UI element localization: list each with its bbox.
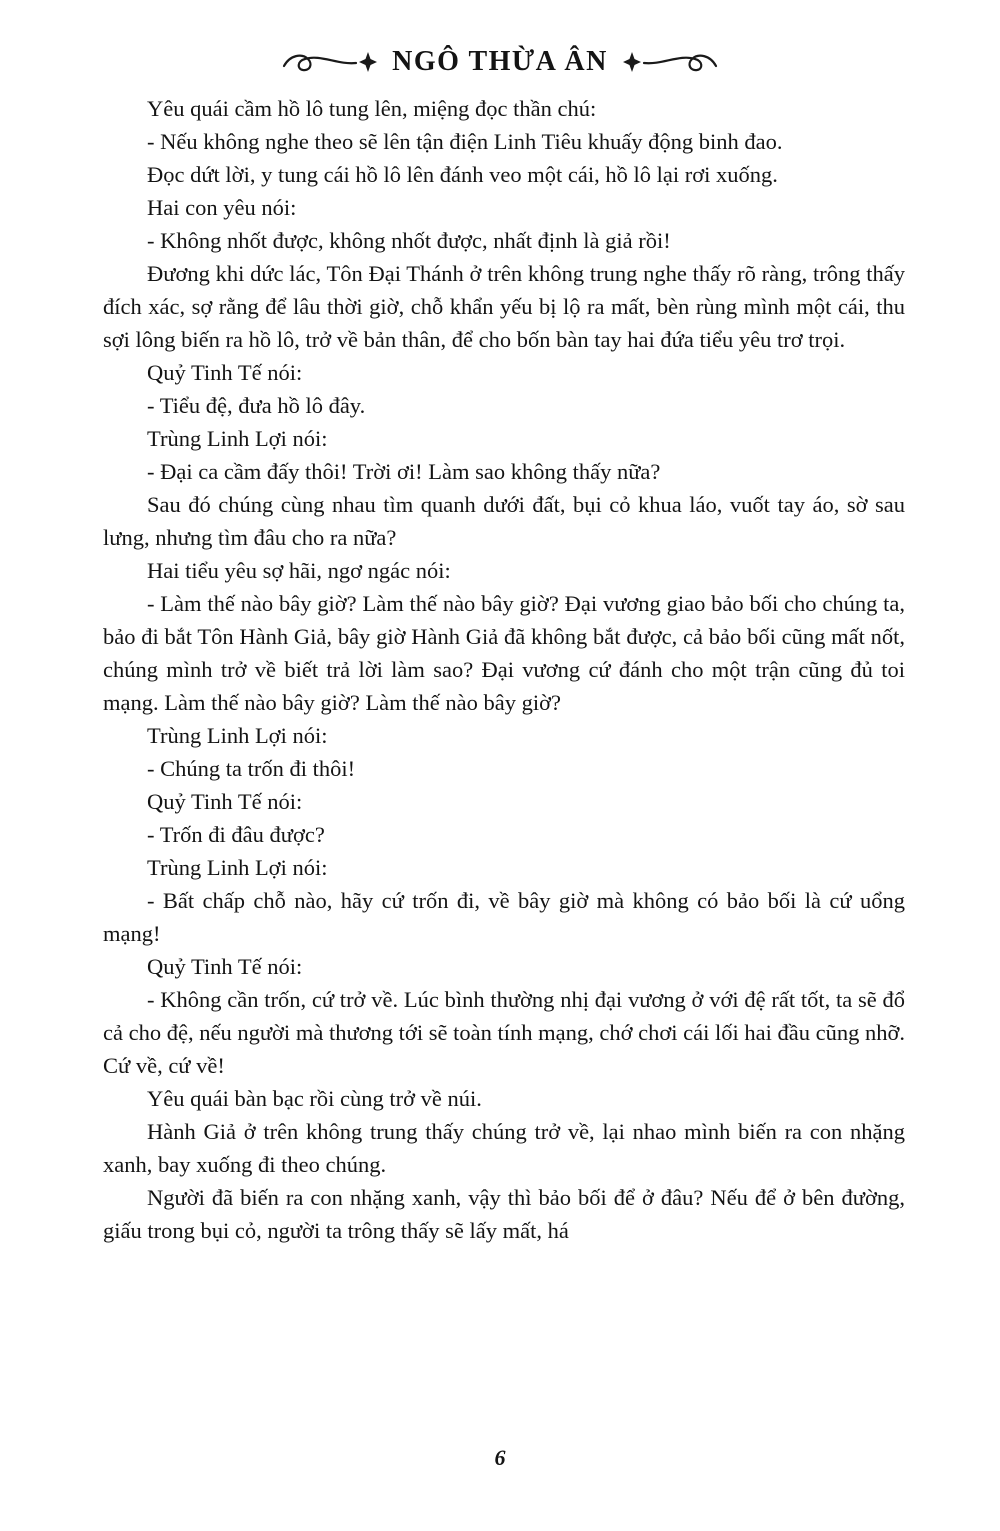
paragraph: - Tiểu đệ, đưa hồ lô đây. bbox=[147, 393, 366, 418]
flourish-right-icon bbox=[622, 49, 718, 75]
body-text bbox=[103, 92, 905, 1247]
author-title: NGÔ THỪA ÂN bbox=[392, 46, 608, 77]
paragraph: - Bất chấp chỗ nào, hãy cứ trốn đi, về bây giờ mà không có bảo bối là cứ uổng mạng! bbox=[103, 888, 905, 946]
paragraph: - Không nhốt được, không nhốt được, nhất định là giả rồi! bbox=[147, 228, 671, 253]
paragraph: Đọc dứt lời, y tung cái hồ lô lên đánh veo một cái, hồ lô lại rơi xuống. bbox=[147, 162, 778, 187]
paragraph: - Trốn đi đâu được? bbox=[147, 822, 325, 847]
paragraph: Quỷ Tinh Tế nói: bbox=[147, 954, 303, 979]
paragraph: Yêu quái cầm hồ lô tung lên, miệng đọc thần chú: bbox=[147, 96, 597, 121]
paragraph: - Làm thế nào bây giờ? Làm thế nào bây giờ? Đại vương giao bảo bối cho chúng ta, bảo đi bắt Tôn Hành Giả, bây giờ Hành Giả đã không bắt được, cả bảo bối cũng mất nốt, chúng mình trở về biết trả lời làm sao? Đại vương cứ đánh cho một trận cũng đủ toi mạng. Làm thế nào bây giờ? Làm thế nào bây giờ? bbox=[103, 591, 905, 715]
paragraph: Yêu quái bàn bạc rồi cùng trở về núi. bbox=[147, 1086, 482, 1111]
paragraph: - Nếu không nghe theo sẽ lên tận điện Linh Tiêu khuấy động binh đao. bbox=[147, 129, 783, 154]
paragraph: Trùng Linh Lợi nói: bbox=[147, 855, 328, 880]
paragraph: Quỷ Tinh Tế nói: bbox=[147, 789, 303, 814]
paragraph: Người đã biến ra con nhặng xanh, vậy thì bảo bối để ở đâu? Nếu để ở bên đường, giấu trong bụi cỏ, người ta trông thấy sẽ lấy mất, há bbox=[103, 1185, 905, 1243]
paragraph: - Chúng ta trốn đi thôi! bbox=[147, 756, 356, 781]
page-header bbox=[0, 46, 1000, 78]
page-number: 6 bbox=[494, 1445, 506, 1470]
paragraph: Trùng Linh Lợi nói: bbox=[147, 426, 328, 451]
paragraph: Trùng Linh Lợi nói: bbox=[147, 723, 328, 748]
paragraph: Đương khi dức lác, Tôn Đại Thánh ở trên không trung nghe thấy rõ ràng, trông thấy đích xác, sợ rằng để lâu thời giờ, chỗ khẩn yếu bị lộ ra mất, bèn rùng mình một cái, thu sợi lông biến ra hồ lô, trở về bản thân, để cho bốn bàn tay hai đứa tiểu yêu trơ trọi. bbox=[103, 261, 905, 352]
paragraph: Hai con yêu nói: bbox=[147, 195, 297, 220]
paragraph: Hành Giả ở trên không trung thấy chúng trở về, lại nhao mình biến ra con nhặng xanh, bay xuống đi theo chúng. bbox=[103, 1119, 905, 1177]
flourish-left-icon bbox=[282, 49, 378, 75]
paragraph: - Đại ca cầm đấy thôi! Trời ơi! Làm sao không thấy nữa? bbox=[147, 459, 661, 484]
paragraph: Hai tiểu yêu sợ hãi, ngơ ngác nói: bbox=[147, 558, 451, 583]
paragraph: Sau đó chúng cùng nhau tìm quanh dưới đất, bụi cỏ khua láo, vuốt tay áo, sờ sau lưng, nhưng tìm đâu cho ra nữa? bbox=[103, 492, 905, 550]
paragraph: - Không cần trốn, cứ trở về. Lúc bình thường nhị đại vương ở với đệ rất tốt, ta sẽ đổ cả cho đệ, nếu người mà thương tới sẽ toàn tính mạng, chớ chơi cái lối hai đầu cũng nhỡ. Cứ về, cứ về! bbox=[103, 987, 905, 1078]
paragraph: Quỷ Tinh Tế nói: bbox=[147, 360, 303, 385]
